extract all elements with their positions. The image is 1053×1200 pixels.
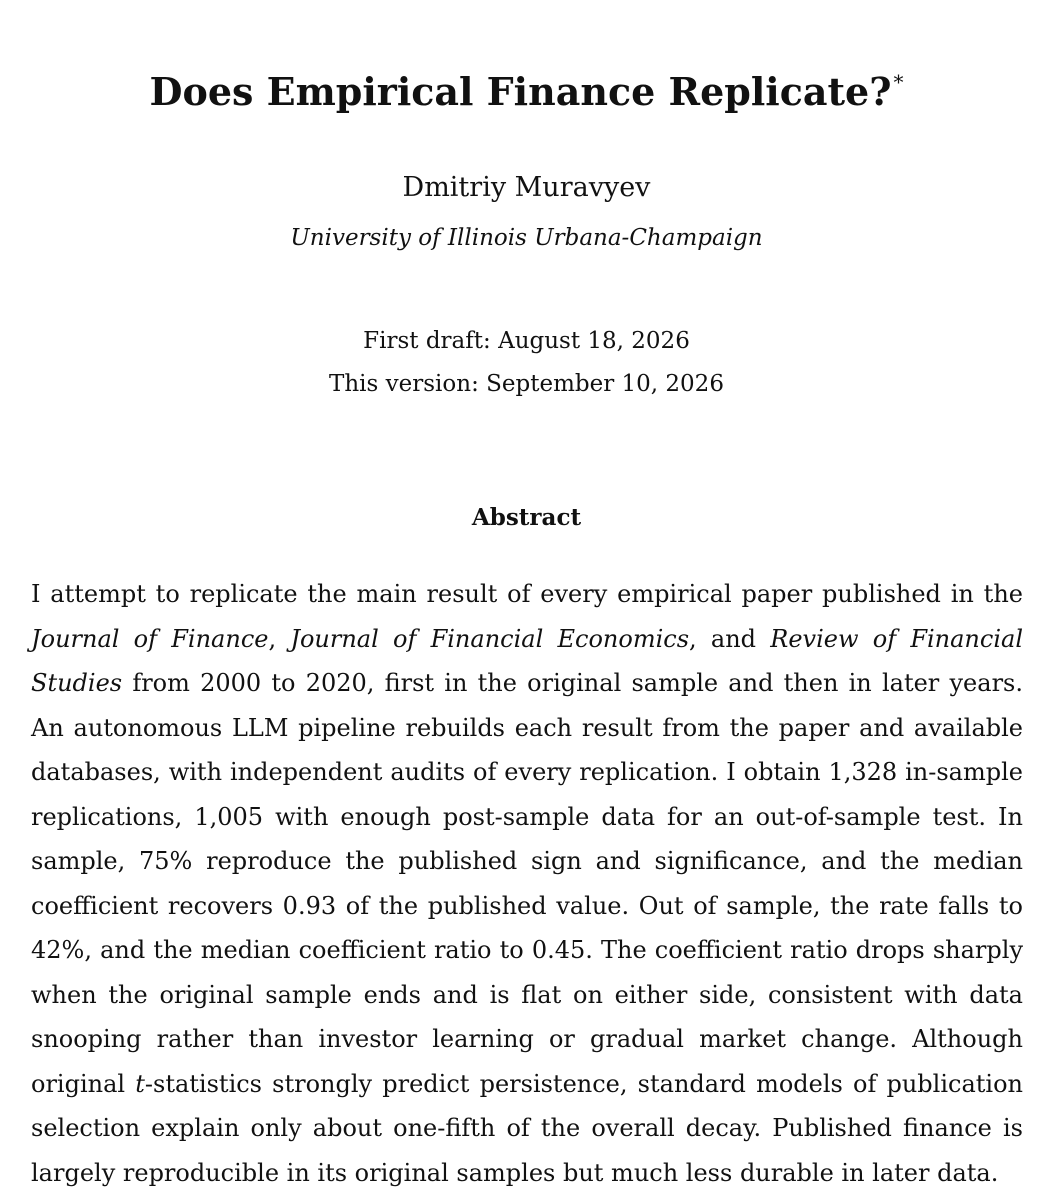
title-footnote-mark[interactable]: * [893, 70, 904, 94]
this-version-date: This version: September 10, 2026 [329, 371, 724, 397]
abstract-paragraph [31, 572, 1023, 1195]
abstract-text-1: I attempt to replicate the main result of every empirical paper published in the [31, 580, 1023, 608]
abstract-body [31, 572, 1023, 1195]
paper-title [0, 52, 1053, 122]
abstract-text-5: -statistics strongly predict persistence, standard models of publication selection explain only about one-fifth of the overall decay. Published finance is largely reproducible in its original samples but much less durable in later data. [31, 1069, 1023, 1187]
journal-name-jfe: Journal of Financial Economics [290, 624, 690, 653]
abstract-text-2: , [268, 624, 291, 653]
first-draft-date: First draft: August 18, 2026 [363, 328, 690, 354]
t-statistic-symbol: t [135, 1069, 145, 1098]
author-affiliation: University of Illinois Urbana-Champaign [290, 225, 763, 251]
date-block [0, 320, 1053, 406]
abstract-text-3: , and [689, 624, 771, 653]
abstract-heading: Abstract [471, 504, 582, 531]
abstract-text-4: from 2000 to 2020, first in the original sample and then in later years. An autonomous LLM pipeline rebuilds each result from the paper and available databases, with independent audits of every replication. I obtain 1,328 in-sample replications, 1,005 with enough post-sample data for an out-of-sample test. In sample, 75% reproduce the published sign and significance, and the median coefficient recovers 0.93 of the published value. Out of sample, the rate falls to 42%, and the median coefficient ratio to 0.45. The coefficient ratio drops sharply when the original sample ends and is flat on either side, consistent with data snooping rather than investor learning or gradual market change. Although original [31, 669, 1023, 1098]
journal-name-rfs: Review of Financial Studies [31, 624, 1023, 697]
author-name: Dmitriy Muravyev [402, 172, 651, 203]
paper-title-text: Does Empirical Finance Replicate? [149, 69, 892, 114]
journal-name-jf: Journal of Finance [31, 624, 269, 653]
